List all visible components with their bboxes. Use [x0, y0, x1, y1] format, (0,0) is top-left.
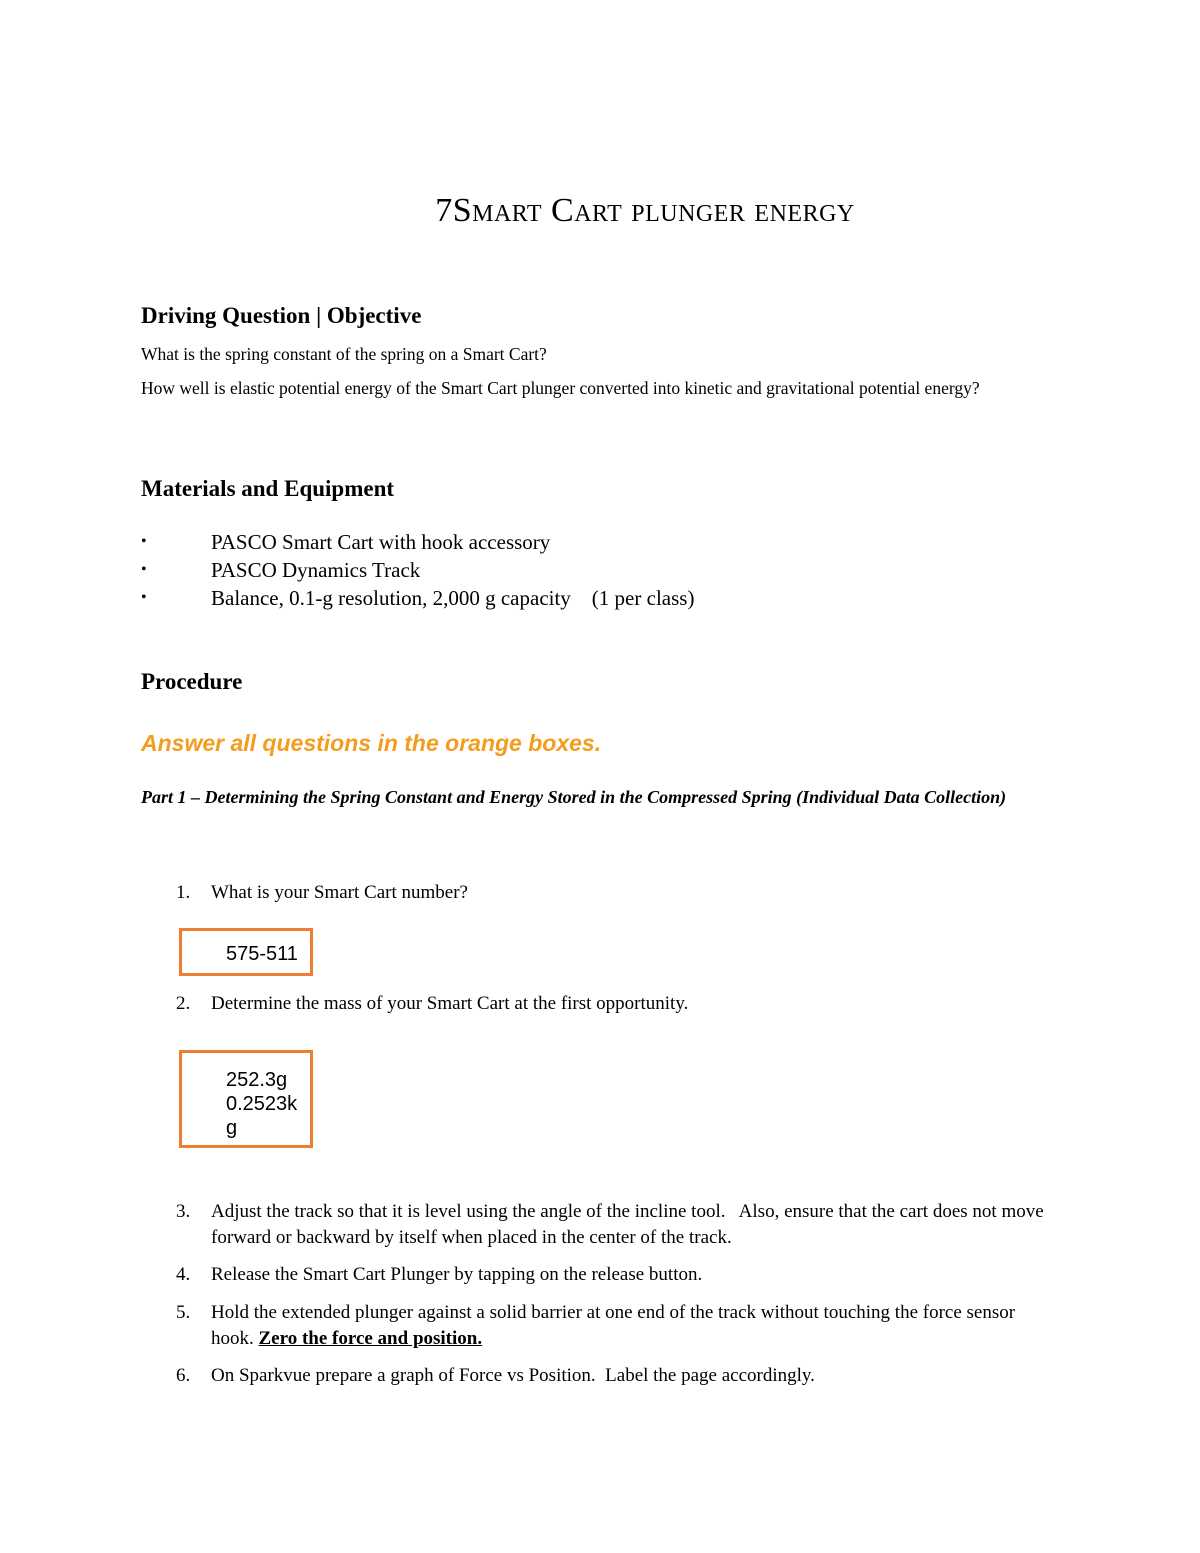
procedure-step-6: 6. On Sparkvue prepare a graph of Force vs Position. Label the page accordingly. — [176, 1365, 815, 1386]
list-item: • PASCO Dynamics Track — [141, 558, 421, 582]
materials-heading: Materials and Equipment — [141, 476, 395, 501]
bullet-icon: • — [141, 589, 147, 606]
cart-number-answer-box[interactable]: 575-511 — [179, 928, 313, 976]
bullet-icon: • — [141, 561, 147, 578]
instruction-text: Answer all questions in the orange boxes. — [141, 730, 602, 756]
list-item: • Balance, 0.1-g resolution, 2,000 g capacity (1 per class) — [141, 586, 695, 610]
procedure-step-2: 2. Determine the mass of your Smart Cart at the first opportunity. — [176, 993, 689, 1014]
driving-question-2: How well is elastic potential energy of the Smart Cart plunger converted into kinetic and gravitational potential energy? — [141, 378, 980, 398]
list-item: • PASCO Smart Cart with hook accessory — [141, 530, 551, 554]
driving-question-1: What is the spring constant of the spring on a Smart Cart? — [141, 344, 547, 364]
zero-emphasis: Zero the force and position. — [258, 1328, 483, 1349]
page-title: 7Smart Cart plunger energy — [435, 192, 855, 229]
materials-list — [141, 528, 694, 612]
part1-heading: Part 1 – Determining the Spring Constant and Energy Stored in the Compressed Spring (Individual Data Collection) — [141, 787, 1007, 807]
driving-question-heading: Driving Question | Objective — [141, 303, 422, 328]
procedure-heading: Procedure — [141, 669, 243, 694]
mass-answer-box[interactable]: 252.3g 0.2523k g — [179, 1050, 313, 1148]
procedure-step-3: 3. Adjust the track so that it is level using the angle of the incline tool. Also, ensure that the cart does not move forward or backward by itself when placed in the center of the track. — [176, 1201, 1049, 1248]
procedure-step-1: 1. What is your Smart Cart number? — [176, 882, 468, 903]
bullet-icon: • — [141, 533, 147, 550]
procedure-step-5: 5. Hold the extended plunger against a solid barrier at one end of the track without touching the force sensor hook. Zero the force and position. — [176, 1302, 1016, 1349]
procedure-step-4: 4. Release the Smart Cart Plunger by tapping on the release button. — [176, 1264, 703, 1285]
